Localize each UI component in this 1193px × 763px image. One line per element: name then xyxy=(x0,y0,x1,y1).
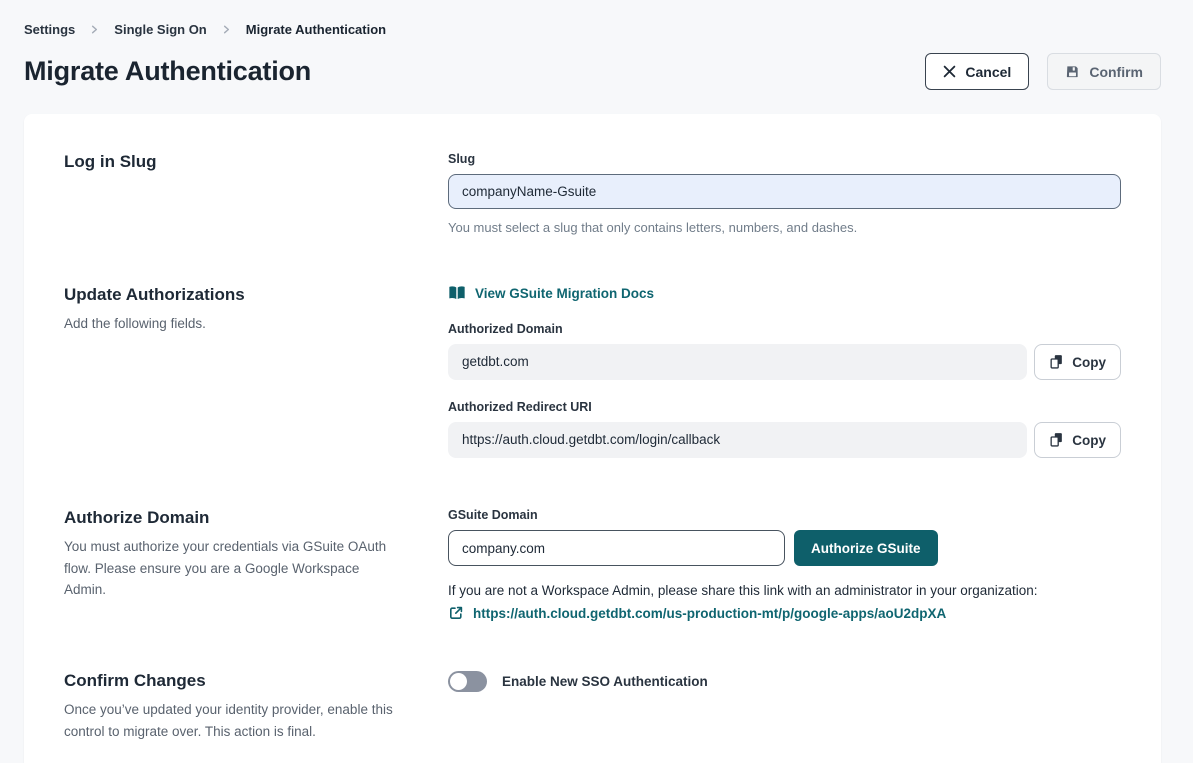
slug-field-label: Slug xyxy=(448,152,476,166)
page-header xyxy=(0,0,1193,90)
copy-authorized-domain-button[interactable] xyxy=(1034,344,1121,380)
chevron-right-icon xyxy=(221,24,232,35)
slug-helper-text: You must select a slug that only contains letters, numbers, and dashes. xyxy=(448,220,858,235)
breadcrumb-single-sign-on[interactable]: Single Sign On xyxy=(114,22,207,37)
section-heading-authorize-domain: Authorize Domain xyxy=(64,508,210,527)
section-heading-confirm-changes: Confirm Changes xyxy=(64,671,206,690)
cancel-button[interactable] xyxy=(925,53,1029,90)
section-authorize-domain xyxy=(64,508,1121,621)
authorize-domain-description: You must authorize your credentials via GSuite OAuth flow. Please ensure you are a Google Workspace Admin. xyxy=(64,539,387,598)
authorize-gsuite-button[interactable]: Authorize GSuite xyxy=(794,530,938,566)
save-icon xyxy=(1065,64,1080,79)
update-authorizations-description: Add the following fields. xyxy=(64,316,206,331)
confirm-changes-description: Once you’ve updated your identity provider, enable this control to migrate over. This action is final. xyxy=(64,702,393,739)
authorized-redirect-uri-label: Authorized Redirect URI xyxy=(448,400,592,414)
breadcrumb xyxy=(24,22,1161,37)
book-icon xyxy=(448,285,466,301)
admin-share-link[interactable]: https://auth.cloud.getdbt.com/us-production-mt/p/google-apps/aoU2dpXA xyxy=(473,605,947,621)
breadcrumb-settings[interactable]: Settings xyxy=(24,22,76,37)
authorized-redirect-uri-value: https://auth.cloud.getdbt.com/login/callback xyxy=(448,422,1027,458)
close-icon xyxy=(943,65,956,78)
section-login-slug xyxy=(64,152,1121,235)
confirm-button[interactable] xyxy=(1047,53,1161,90)
settings-card xyxy=(24,114,1161,763)
enable-new-sso-toggle-label: Enable New SSO Authentication xyxy=(502,674,708,689)
breadcrumb-migrate-authentication: Migrate Authentication xyxy=(245,22,387,37)
chevron-right-icon xyxy=(89,24,100,35)
gsuite-domain-input[interactable] xyxy=(448,530,785,566)
workspace-admin-note: If you are not a Workspace Admin, please share this link with an administrator in your organization: xyxy=(448,583,1038,598)
authorized-domain-label: Authorized Domain xyxy=(448,322,563,336)
cancel-button-label: Cancel xyxy=(965,63,1012,80)
header-actions xyxy=(925,53,1161,90)
enable-new-sso-toggle[interactable] xyxy=(448,671,487,692)
section-heading-update-authorizations: Update Authorizations xyxy=(64,285,245,304)
external-link-icon xyxy=(448,605,464,621)
docs-link-label: View GSuite Migration Docs xyxy=(475,285,655,301)
copy-button-label: Copy xyxy=(1072,432,1106,448)
view-gsuite-migration-docs-link[interactable] xyxy=(448,285,654,301)
copy-redirect-uri-button[interactable] xyxy=(1034,422,1121,458)
copy-button-label: Copy xyxy=(1072,354,1106,370)
slug-input[interactable] xyxy=(448,174,1121,209)
toggle-knob xyxy=(450,673,467,690)
section-update-authorizations xyxy=(64,285,1121,458)
confirm-button-label: Confirm xyxy=(1089,63,1143,80)
section-heading-login-slug: Log in Slug xyxy=(64,152,157,171)
gsuite-domain-label: GSuite Domain xyxy=(448,508,538,522)
page-title: Migrate Authentication xyxy=(24,56,312,86)
section-confirm-changes xyxy=(64,671,1121,742)
copy-icon xyxy=(1049,432,1064,448)
copy-icon xyxy=(1049,354,1064,370)
authorized-domain-value: getdbt.com xyxy=(448,344,1027,380)
